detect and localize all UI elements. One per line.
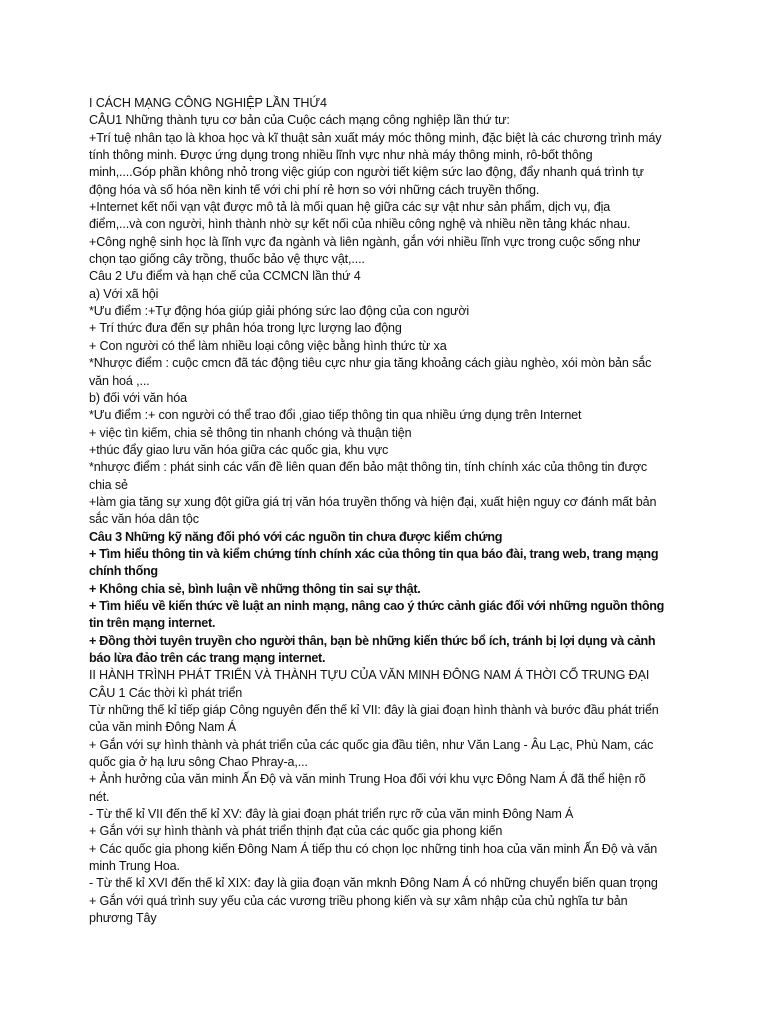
- text-line: động hóa và số hóa nền kinh tế với chi phí rẻ hơn so với những cách truyền thống.: [89, 182, 540, 197]
- text-line: +thúc đẩy giao lưu văn hóa giữa các quốc gia, khu vực: [89, 442, 389, 457]
- text-line: minh Trung Hoa.: [89, 859, 180, 874]
- text-line: + Không chia sẻ, bình luận về những thông tin sai sự thật.: [89, 581, 421, 596]
- text-line: CÂU1 Những thành tựu cơ bản của Cuộc cách mạng công nghiệp lần thứ tư:: [89, 113, 510, 128]
- text-line: *Ưu điểm :+ con người có thể trao đổi ,giao tiếp thông tin qua nhiều ứng dụng trên Internet: [89, 408, 582, 423]
- text-line: *Ưu điểm :+Tự động hóa giúp giải phóng sức lao động của con người: [89, 304, 470, 319]
- text-line: II HÀNH TRÌNH PHÁT TRIỂN VÀ THÀNH TỰU CỦA VĂN MINH ĐÔNG NAM Á THỜI CỔ TRUNG ĐẠI: [89, 668, 650, 683]
- text-line: quốc gia ở hạ lưu sông Chao Phray-a,...: [89, 755, 308, 770]
- text-line: tính thông minh. Được ứng dụng trong nhiều lĩnh vực như nhà máy thông minh, rô-bốt thông: [89, 148, 593, 163]
- text-line: *nhược điểm : phát sinh các vấn đề liên quan đến bảo mật thông tin, tính chính xác của thông tin được: [89, 460, 648, 475]
- text-line: + Tìm hiểu về kiến thức về luật an ninh mạng, nâng cao ý thức cảnh giác đối với những nguồn thông: [89, 598, 665, 613]
- text-line: - Từ thế kỉ VII đến thế kỉ XV: đây là giai đoạn phát triển rực rỡ của văn minh Đông Nam Á: [89, 807, 574, 822]
- text-line: + Gắn với sự hình thành và phát triển thịnh đạt của các quốc gia phong kiến: [89, 824, 503, 839]
- text-line: điểm,...và con người, hình thành nhờ sự kết nối của nhiều công nghệ và nhiều nền tảng khác nhau.: [89, 217, 631, 232]
- text-line: + Ảnh hưởng của văn minh Ấn Độ và văn minh Trung Hoa đối với khu vực Đông Nam Á đã thể hiện rõ: [89, 772, 646, 787]
- text-line: +Internet kết nối vạn vật được mô tả là mối quan hệ giữa các sự vật như sản phẩm, dịch vụ, địa: [89, 200, 611, 215]
- text-line: +làm gia tăng sự xung đột giữa giá trị văn hóa truyền thống và hiện đại, xuất hiện nguy cơ đánh mất bản: [89, 494, 657, 509]
- text-line: + Các quốc gia phong kiến Đông Nam Á tiếp thu có chọn lọc những tinh hoa của văn minh Ấn Độ và văn: [89, 841, 658, 856]
- text-line: sắc văn hóa dân tộc: [89, 512, 199, 527]
- text-line: văn hoá ,...: [89, 373, 150, 388]
- text-line: báo lừa đảo trên các trang mạng internet.: [89, 651, 326, 665]
- text-line: của văn minh Đông Nam Á: [89, 720, 237, 735]
- text-line: chia sẻ: [89, 477, 128, 492]
- text-line: phương Tây: [89, 911, 157, 926]
- text-line: chính thống: [89, 564, 158, 579]
- text-line: + Gắn với sự hình thành và phát triển của các quốc gia đầu tiên, như Văn Lang - Âu Lạc, Phù Nam, các: [89, 737, 654, 752]
- text-line: tin trên mạng internet.: [89, 616, 216, 631]
- text-line: a) Với xã hội: [89, 286, 159, 301]
- text-line: minh,....Góp phần không nhỏ trong việc giúp con người tiết kiệm sức lao động, đẩy nhanh quá trình tự: [89, 165, 644, 180]
- text-line: + Con người có thể làm nhiều loại công việc bằng hình thức từ xa: [89, 338, 447, 353]
- text-line: Từ những thế kỉ tiếp giáp Công nguyên đến thế kỉ VII: đây là giai đoạn hình thành và bước đầu phát triển: [89, 703, 659, 718]
- text-line: +Công nghệ sinh học là lĩnh vực đa ngành và liên ngành, gắn với nhiều lĩnh vực trong cuộc sống như: [89, 234, 641, 249]
- text-line: + Trí thức đưa đến sự phân hóa trong lực lượng lao động: [89, 321, 402, 336]
- text-line: chọn tạo giống cây trồng, thuốc bảo vệ thực vật,....: [89, 252, 365, 267]
- text-line: + Tìm hiểu thông tin và kiểm chứng tính chính xác của thông tin qua báo đài, trang web, trang mạng: [89, 546, 659, 561]
- text-line: - Từ thế kỉ XVI đến thế kỉ XIX: đay là giia đoạn văn mknh Đông Nam Á có những chuyển biến quan trọng: [89, 876, 658, 891]
- text-line: +Trí tuệ nhân tạo là khoa học và kĩ thuật sản xuất máy móc thông minh, đặc biệt là các chương trình máy: [89, 130, 662, 145]
- text-line: + Gắn với quá trình suy yếu của các vương triều phong kiến và sự xâm nhập của chủ nghĩa tư bản: [89, 893, 628, 908]
- text-line: I CÁCH MẠNG CÔNG NGHIỆP LẦN THỨ4: [89, 96, 327, 110]
- text-line: + Đồng thời tuyên truyền cho người thân, bạn bè những kiến thức bổ ích, tránh bị lợi dụng và cảnh: [89, 633, 656, 648]
- text-line: CÂU 1 Các thời kì phát triển: [89, 685, 243, 700]
- text-line: b) đối với văn hóa: [89, 390, 187, 405]
- text-line: nét.: [89, 789, 110, 804]
- text-line: + việc tìn kiếm, chia sẻ thông tin nhanh chóng và thuận tiện: [89, 425, 412, 440]
- text-line: Câu 2 Ưu điểm và hạn chế của CCMCN lần thứ 4: [89, 269, 361, 284]
- text-line: *Nhược điểm : cuộc cmcn đã tác động tiêu cực như gia tăng khoảng cách giàu nghèo, xói mòn bản sắc: [89, 356, 652, 371]
- text-line: Câu 3 Những kỹ năng đối phó với các nguồn tin chưa được kiểm chứng: [89, 529, 503, 544]
- document-body: [89, 95, 689, 928]
